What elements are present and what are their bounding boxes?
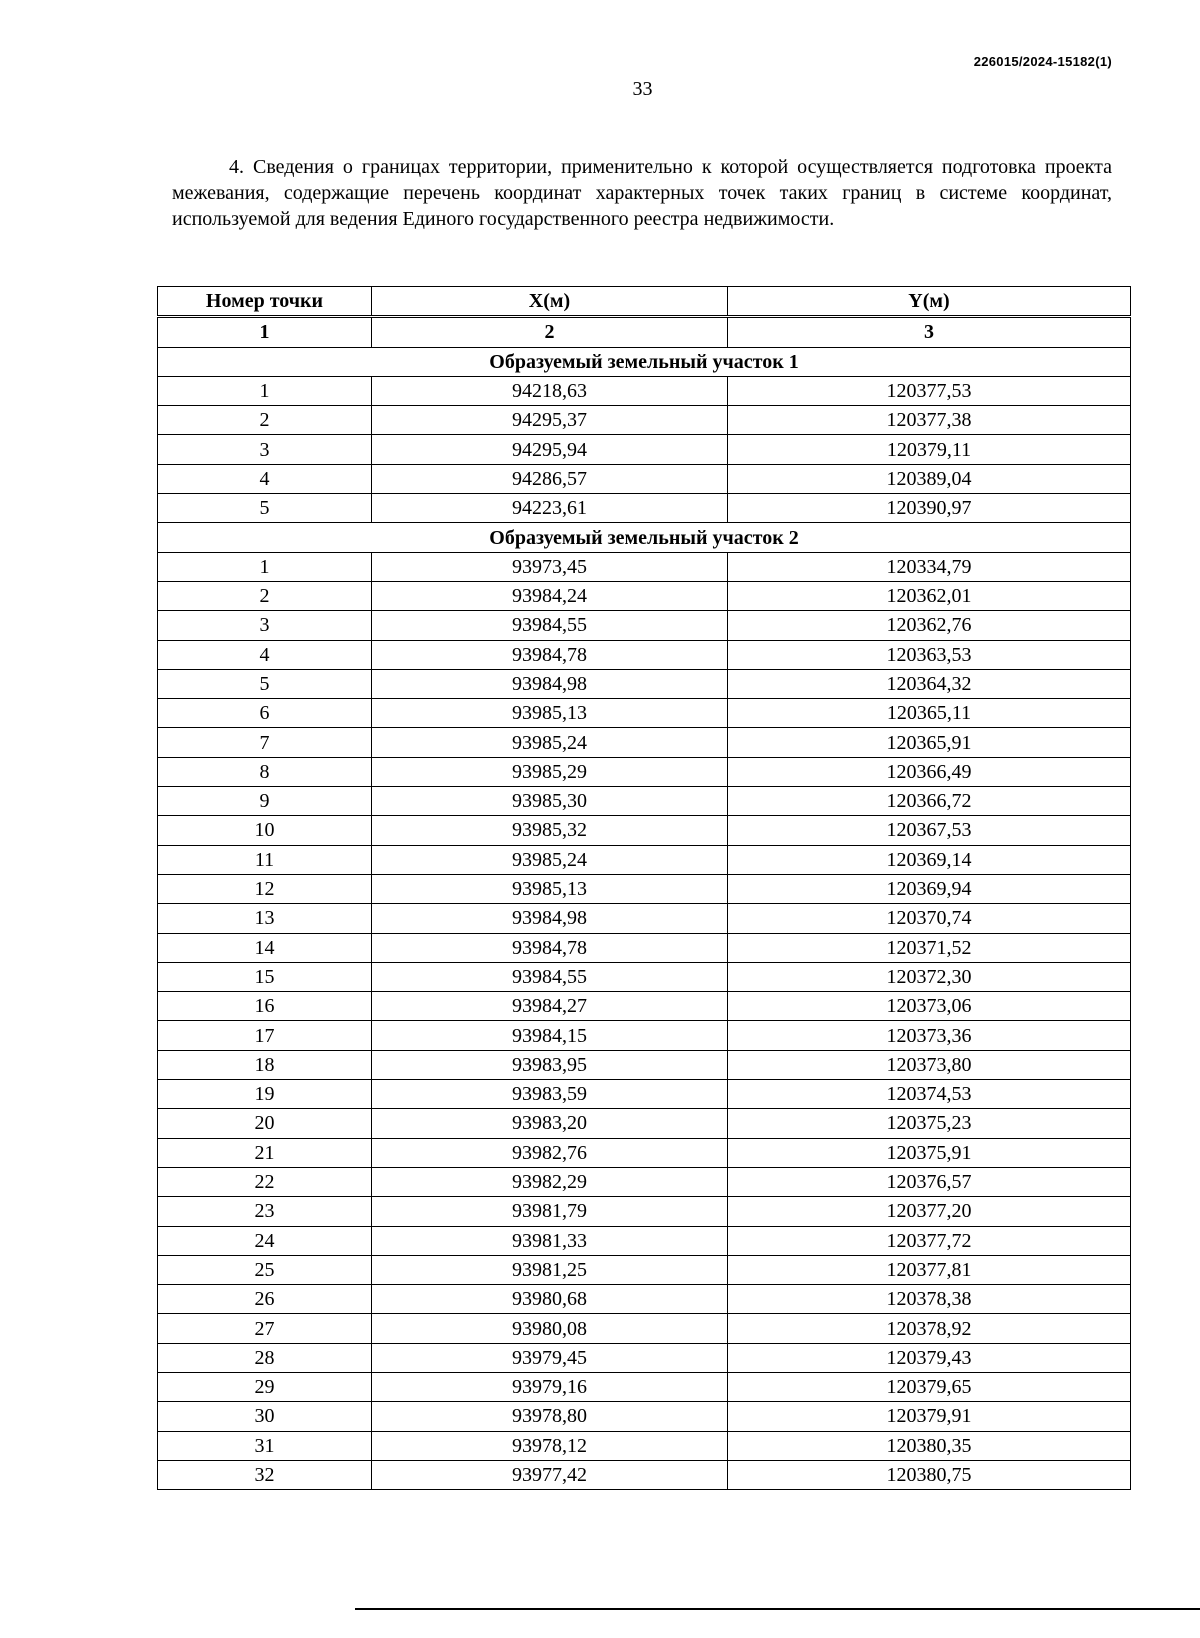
table-row xyxy=(158,1431,1131,1460)
table-header xyxy=(158,287,1131,317)
x-coordinate-cell: 93985,13 xyxy=(372,699,728,728)
x-coordinate-cell: 93985,30 xyxy=(372,787,728,816)
point-number-cell: 20 xyxy=(158,1109,372,1138)
column-number-row xyxy=(158,317,1131,347)
page-number: 33 xyxy=(632,78,653,100)
table-row xyxy=(158,933,1131,962)
table-row xyxy=(158,1226,1131,1255)
y-coordinate-cell: 120370,74 xyxy=(728,904,1131,933)
table-row xyxy=(158,494,1131,523)
y-coordinate-cell: 120379,91 xyxy=(728,1402,1131,1431)
table-row xyxy=(158,1167,1131,1196)
table-row xyxy=(158,435,1131,464)
x-coordinate-cell: 93983,95 xyxy=(372,1050,728,1079)
y-coordinate-cell: 120379,65 xyxy=(728,1372,1131,1401)
point-number-cell: 17 xyxy=(158,1021,372,1050)
x-coordinate-cell: 93981,79 xyxy=(372,1197,728,1226)
column-number: 1 xyxy=(158,317,372,347)
point-number-cell: 10 xyxy=(158,816,372,845)
point-number-cell: 3 xyxy=(158,611,372,640)
table-row xyxy=(158,1080,1131,1109)
y-coordinate-cell: 120334,79 xyxy=(728,552,1131,581)
x-coordinate-cell: 93978,80 xyxy=(372,1402,728,1431)
point-number-cell: 7 xyxy=(158,728,372,757)
y-coordinate-cell: 120373,80 xyxy=(728,1050,1131,1079)
x-coordinate-cell: 93984,55 xyxy=(372,611,728,640)
point-number-cell: 5 xyxy=(158,494,372,523)
point-number-cell: 9 xyxy=(158,787,372,816)
table-row xyxy=(158,611,1131,640)
point-number-cell: 25 xyxy=(158,1255,372,1284)
point-number-cell: 28 xyxy=(158,1343,372,1372)
x-coordinate-cell: 93983,20 xyxy=(372,1109,728,1138)
table-row xyxy=(158,1285,1131,1314)
x-coordinate-cell: 94223,61 xyxy=(372,494,728,523)
y-coordinate-cell: 120379,11 xyxy=(728,435,1131,464)
y-coordinate-cell: 120371,52 xyxy=(728,933,1131,962)
table-row xyxy=(158,728,1131,757)
section-title: Образуемый земельный участок 2 xyxy=(158,523,1131,552)
table-row xyxy=(158,845,1131,874)
y-coordinate-cell: 120362,76 xyxy=(728,611,1131,640)
x-coordinate-cell: 94295,37 xyxy=(372,406,728,435)
point-number-cell: 32 xyxy=(158,1460,372,1489)
point-number-cell: 11 xyxy=(158,845,372,874)
x-coordinate-cell: 93984,78 xyxy=(372,933,728,962)
point-number-cell: 8 xyxy=(158,757,372,786)
table-row xyxy=(158,1460,1131,1489)
point-number-cell: 3 xyxy=(158,435,372,464)
x-coordinate-cell: 93980,08 xyxy=(372,1314,728,1343)
table-row xyxy=(158,757,1131,786)
x-coordinate-cell: 93978,12 xyxy=(372,1431,728,1460)
x-coordinate-cell: 93984,15 xyxy=(372,1021,728,1050)
intro-paragraph: 4. Сведения о границах территории, применительно к которой осуществляется подготовка проекта межевания, содержащие перечень координат характерных точек таких границ в системе координат, используемой для ведения Единого государственного реестра недвижимости. xyxy=(172,156,1112,230)
point-number-cell: 6 xyxy=(158,699,372,728)
table-row xyxy=(158,1138,1131,1167)
y-coordinate-cell: 120389,04 xyxy=(728,464,1131,493)
x-coordinate-cell: 93984,27 xyxy=(372,992,728,1021)
point-number-cell: 13 xyxy=(158,904,372,933)
x-coordinate-cell: 93985,24 xyxy=(372,728,728,757)
table-row xyxy=(158,1372,1131,1401)
y-coordinate-cell: 120374,53 xyxy=(728,1080,1131,1109)
point-number-cell: 2 xyxy=(158,406,372,435)
point-number-cell: 22 xyxy=(158,1167,372,1196)
table-row xyxy=(158,874,1131,903)
section-row xyxy=(158,523,1131,552)
table-row xyxy=(158,1343,1131,1372)
point-number-cell: 23 xyxy=(158,1197,372,1226)
column-number: 3 xyxy=(728,317,1131,347)
y-coordinate-cell: 120390,97 xyxy=(728,494,1131,523)
x-coordinate-cell: 93980,68 xyxy=(372,1285,728,1314)
point-number-cell: 14 xyxy=(158,933,372,962)
y-coordinate-cell: 120367,53 xyxy=(728,816,1131,845)
point-number-cell: 21 xyxy=(158,1138,372,1167)
table-row xyxy=(158,904,1131,933)
y-coordinate-cell: 120377,20 xyxy=(728,1197,1131,1226)
table-row xyxy=(158,1021,1131,1050)
x-coordinate-cell: 93982,29 xyxy=(372,1167,728,1196)
x-coordinate-cell: 93984,78 xyxy=(372,640,728,669)
table-row xyxy=(158,992,1131,1021)
bottom-rule xyxy=(355,1608,1200,1610)
table-row xyxy=(158,406,1131,435)
table-row xyxy=(158,1314,1131,1343)
y-coordinate-cell: 120377,38 xyxy=(728,406,1131,435)
y-coordinate-cell: 120377,53 xyxy=(728,376,1131,405)
point-number-cell: 30 xyxy=(158,1402,372,1431)
table-row xyxy=(158,699,1131,728)
y-coordinate-cell: 120380,35 xyxy=(728,1431,1131,1460)
x-coordinate-cell: 93979,16 xyxy=(372,1372,728,1401)
x-coordinate-cell: 93984,98 xyxy=(372,904,728,933)
y-coordinate-cell: 120373,36 xyxy=(728,1021,1131,1050)
section-title: Образуемый земельный участок 1 xyxy=(158,347,1131,376)
y-coordinate-cell: 120365,11 xyxy=(728,699,1131,728)
y-coordinate-cell: 120364,32 xyxy=(728,669,1131,698)
y-coordinate-cell: 120366,49 xyxy=(728,757,1131,786)
y-coordinate-cell: 120369,94 xyxy=(728,874,1131,903)
point-number-cell: 19 xyxy=(158,1080,372,1109)
x-coordinate-cell: 93981,33 xyxy=(372,1226,728,1255)
y-coordinate-cell: 120378,92 xyxy=(728,1314,1131,1343)
x-coordinate-cell: 93985,32 xyxy=(372,816,728,845)
header-row xyxy=(158,287,1131,317)
header-x: X(м) xyxy=(372,287,728,317)
x-coordinate-cell: 93981,25 xyxy=(372,1255,728,1284)
x-coordinate-cell: 93984,24 xyxy=(372,581,728,610)
point-number-cell: 15 xyxy=(158,962,372,991)
y-coordinate-cell: 120378,38 xyxy=(728,1285,1131,1314)
table-row xyxy=(158,787,1131,816)
y-coordinate-cell: 120375,91 xyxy=(728,1138,1131,1167)
x-coordinate-cell: 93983,59 xyxy=(372,1080,728,1109)
document-id: 226015/2024-15182(1) xyxy=(973,54,1112,69)
y-coordinate-cell: 120362,01 xyxy=(728,581,1131,610)
coordinates-table xyxy=(157,286,1131,1490)
point-number-cell: 16 xyxy=(158,992,372,1021)
x-coordinate-cell: 93985,29 xyxy=(372,757,728,786)
point-number-cell: 27 xyxy=(158,1314,372,1343)
table-row xyxy=(158,376,1131,405)
table-row xyxy=(158,962,1131,991)
table-row xyxy=(158,1050,1131,1079)
point-number-cell: 1 xyxy=(158,552,372,581)
point-number-cell: 31 xyxy=(158,1431,372,1460)
table-row xyxy=(158,669,1131,698)
y-coordinate-cell: 120377,72 xyxy=(728,1226,1131,1255)
x-coordinate-cell: 93977,42 xyxy=(372,1460,728,1489)
header-point-number: Номер точки xyxy=(158,287,372,317)
x-coordinate-cell: 93984,55 xyxy=(372,962,728,991)
point-number-cell: 1 xyxy=(158,376,372,405)
point-number-cell: 4 xyxy=(158,464,372,493)
table-row xyxy=(158,1197,1131,1226)
point-number-cell: 24 xyxy=(158,1226,372,1255)
point-number-cell: 26 xyxy=(158,1285,372,1314)
x-coordinate-cell: 93982,76 xyxy=(372,1138,728,1167)
section-row xyxy=(158,347,1131,376)
table-row xyxy=(158,464,1131,493)
x-coordinate-cell: 93985,13 xyxy=(372,874,728,903)
table-row xyxy=(158,816,1131,845)
y-coordinate-cell: 120365,91 xyxy=(728,728,1131,757)
column-number: 2 xyxy=(372,317,728,347)
point-number-cell: 4 xyxy=(158,640,372,669)
table-row xyxy=(158,1402,1131,1431)
x-coordinate-cell: 94295,94 xyxy=(372,435,728,464)
y-coordinate-cell: 120363,53 xyxy=(728,640,1131,669)
point-number-cell: 18 xyxy=(158,1050,372,1079)
point-number-cell: 5 xyxy=(158,669,372,698)
table-row xyxy=(158,640,1131,669)
y-coordinate-cell: 120375,23 xyxy=(728,1109,1131,1138)
x-coordinate-cell: 94218,63 xyxy=(372,376,728,405)
x-coordinate-cell: 94286,57 xyxy=(372,464,728,493)
y-coordinate-cell: 120379,43 xyxy=(728,1343,1131,1372)
y-coordinate-cell: 120376,57 xyxy=(728,1167,1131,1196)
y-coordinate-cell: 120373,06 xyxy=(728,992,1131,1021)
point-number-cell: 2 xyxy=(158,581,372,610)
table-row xyxy=(158,1255,1131,1284)
table-row xyxy=(158,1109,1131,1138)
header-y: Y(м) xyxy=(728,287,1131,317)
point-number-cell: 29 xyxy=(158,1372,372,1401)
table-row xyxy=(158,552,1131,581)
y-coordinate-cell: 120369,14 xyxy=(728,845,1131,874)
y-coordinate-cell: 120377,81 xyxy=(728,1255,1131,1284)
x-coordinate-cell: 93973,45 xyxy=(372,552,728,581)
x-coordinate-cell: 93979,45 xyxy=(372,1343,728,1372)
x-coordinate-cell: 93985,24 xyxy=(372,845,728,874)
point-number-cell: 12 xyxy=(158,874,372,903)
x-coordinate-cell: 93984,98 xyxy=(372,669,728,698)
table-row xyxy=(158,581,1131,610)
y-coordinate-cell: 120366,72 xyxy=(728,787,1131,816)
y-coordinate-cell: 120380,75 xyxy=(728,1460,1131,1489)
table-body xyxy=(158,317,1131,1490)
y-coordinate-cell: 120372,30 xyxy=(728,962,1131,991)
